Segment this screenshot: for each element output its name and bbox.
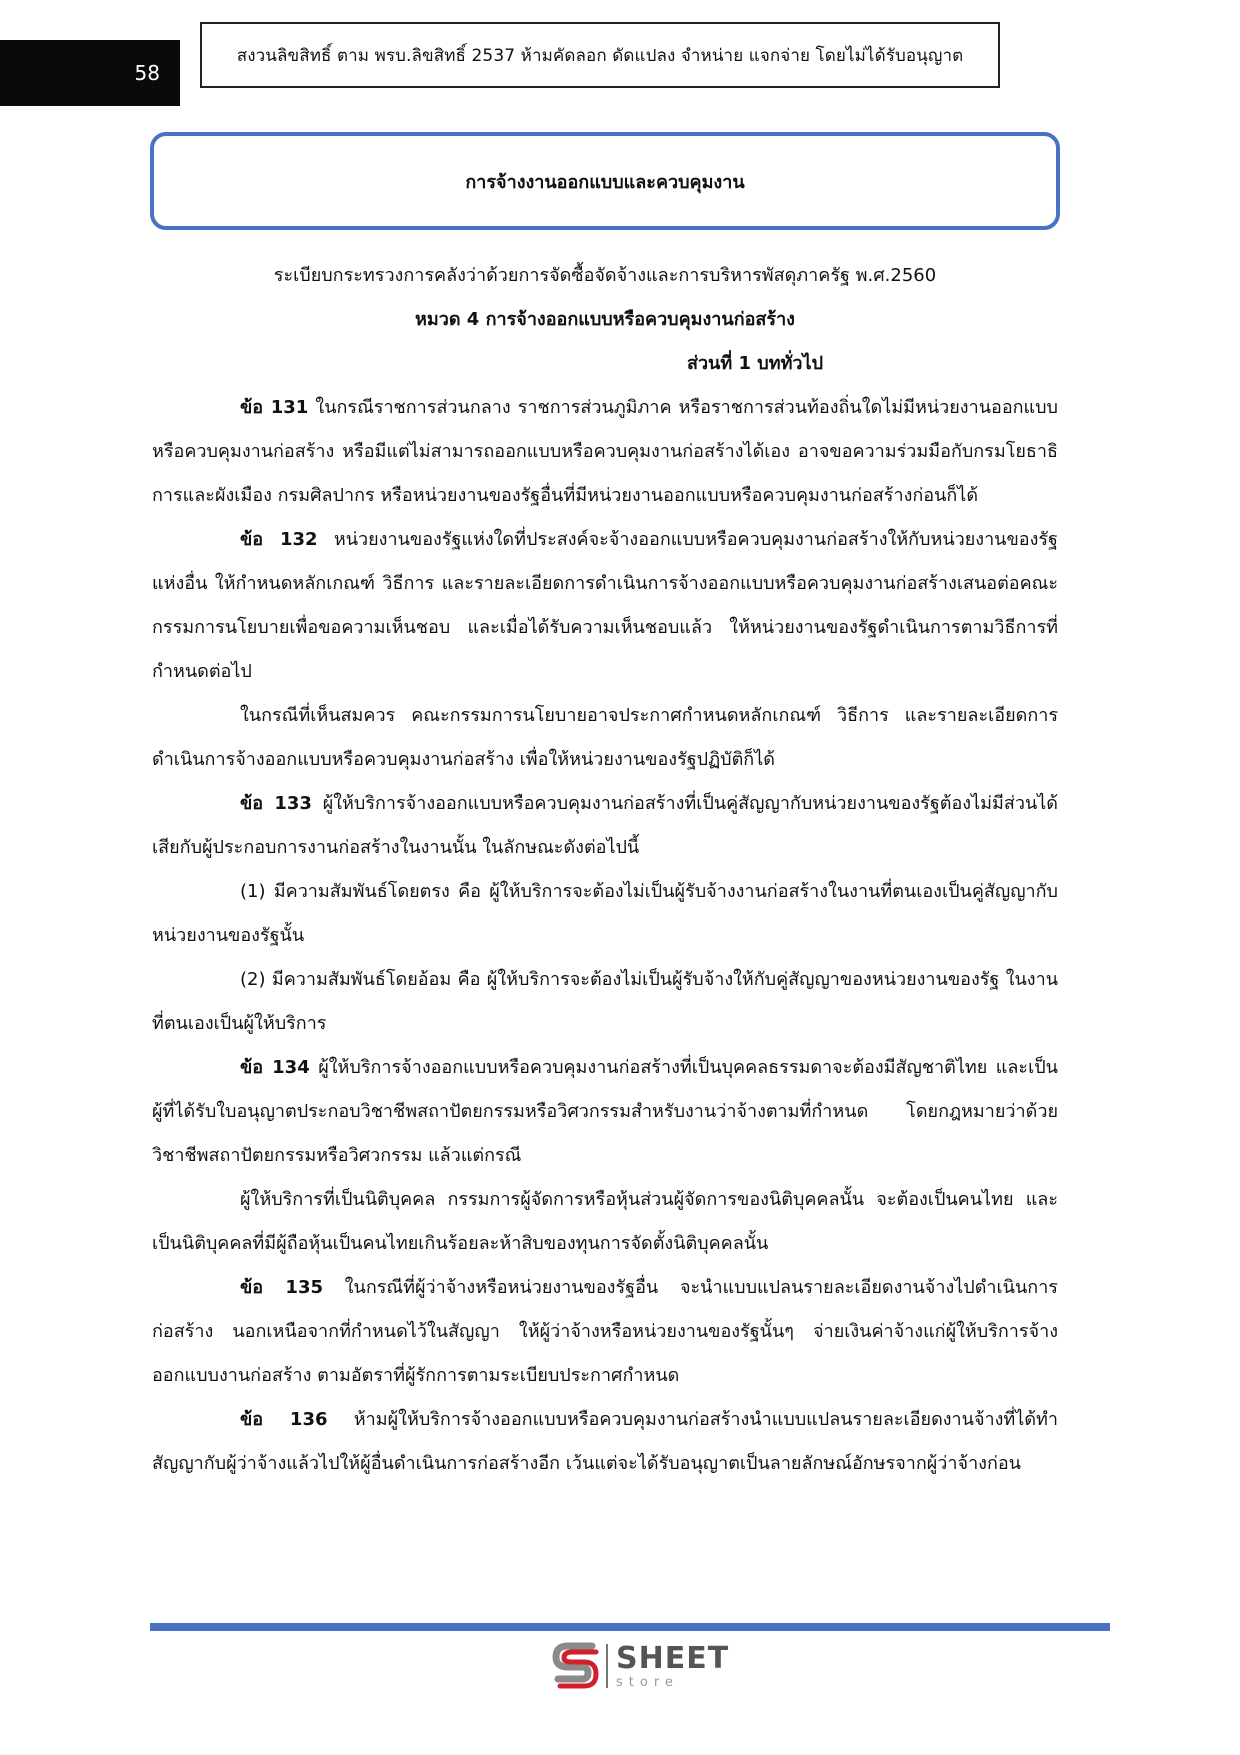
document-body — [152, 254, 1058, 1486]
article-136-text: ห้ามผู้ให้บริการจ้างออกแบบหรือควบคุมงานก่อสร้างนำแบบแปลนรายละเอียดงานจ้างที่ได้ทำสัญญากับผู้ว่าจ้างแล้วไปให้ผู้อื่นดำเนินการก่อสร้างอีก เว้นแต่จะได้รับอนุญาตเป็นลายลักษณ์อักษรจากผู้ว่าจ้างก่อน — [152, 1409, 1058, 1474]
sheet-store-logo — [552, 1638, 729, 1694]
page-number-text: 58 — [134, 61, 160, 85]
article-135-text: ในกรณีที่ผู้ว่าจ้างหรือหน่วยงานของรัฐอื่น จะนำแบบแปลนรายละเอียดงานจ้างไปดำเนินการก่อสร้าง นอกเหนือจากที่กำหนดไว้ในสัญญา ให้ผู้ว่าจ้างหรือหน่วยงานของรัฐนั้นๆ จ่ายเงินค่าจ้างแก่ผู้ให้บริการจ้างออกแบบงานก่อสร้าง ตามอัตราที่ผู้รักการตามระเบียบประกาศกำหนด — [152, 1277, 1058, 1386]
article-133 — [152, 782, 1058, 870]
article-131-text: ในกรณีราชการส่วนกลาง ราชการส่วนภูมิภาค หรือราชการส่วนท้องถิ่นใดไม่มีหน่วยงานออกแบบ หรือควบคุมงานก่อสร้าง หรือมีแต่ไม่สามารถออกแบบหรือควบคุมงานก่อสร้างได้เอง อาจขอความร่วมมือกับกรมโยธาธิการและผังเมือง กรมศิลปากร หรือหน่วยงานของรัฐอื่นที่มีหน่วยงานออกแบบหรือควบคุมงานก่อสร้างก่อนก็ได้ — [152, 397, 1058, 506]
page-number — [0, 40, 180, 106]
article-134-label: ข้อ 134 — [240, 1057, 310, 1078]
article-134 — [152, 1046, 1058, 1178]
article-136-label: ข้อ 136 — [240, 1409, 328, 1430]
copyright-notice — [200, 22, 1000, 88]
article-133-text: ผู้ให้บริการจ้างออกแบบหรือควบคุมงานก่อสร้างที่เป็นคู่สัญญากับหน่วยงานของรัฐต้องไม่มีส่วนได้เสียกับผู้ประกอบการงานก่อสร้างในงานนั้น ในลักษณะดังต่อไปนี้ — [152, 793, 1058, 858]
article-135 — [152, 1266, 1058, 1398]
article-132-label: ข้อ 132 — [240, 529, 318, 550]
logo-word: SHEET — [616, 1640, 730, 1676]
article-136 — [152, 1398, 1058, 1486]
article-134-text: ผู้ให้บริการจ้างออกแบบหรือควบคุมงานก่อสร้างที่เป็นบุคคลธรรมดาจะต้องมีสัญชาติไทย และเป็นผู้ที่ได้รับใบอนุญาตประกอบวิชาชีพสถาปัตยกรรมหรือวิศวกรรมสำหรับงานว่าจ้างตามที่กำหนด โดยกฎหมายว่าด้วยวิชาชีพสถาปัตยกรรมหรือวิศวกรรม แล้วแต่กรณี — [152, 1057, 1058, 1166]
article-133-item-2: (2) มีความสัมพันธ์โดยอ้อม คือ ผู้ให้บริการจะต้องไม่เป็นผู้รับจ้างให้กับคู่สัญญาของหน่วยงานของรัฐ ในงานที่ตนเองเป็นผู้ให้บริการ — [152, 969, 1058, 1034]
article-133-item-1: (1) มีความสัมพันธ์โดยตรง คือ ผู้ให้บริการจะต้องไม่เป็นผู้รับจ้างงานก่อสร้างในงานที่ตนเองเป็นคู่สัญญากับหน่วยงานของรัฐนั้น — [152, 881, 1058, 946]
article-131 — [152, 386, 1058, 518]
chapter-heading: หมวด 4 การจ้างออกแบบหรือควบคุมงานก่อสร้าง — [415, 309, 795, 330]
article-132-paragraph-2: ในกรณีที่เห็นสมควร คณะกรรมการนโยบายอาจประกาศกำหนดหลักเกณฑ์ วิธีการ และรายละเอียดการดำเนินการจ้างออกแบบหรือควบคุมงานก่อสร้าง เพื่อให้หน่วยงานของรัฐปฏิบัติก็ได้ — [152, 705, 1058, 770]
article-132 — [152, 518, 1058, 694]
section-title-box — [150, 132, 1060, 230]
copyright-text: สงวนลิขสิทธิ์ ตาม พรบ.ลิขสิทธิ์ 2537 ห้ามคัดลอก ดัดแปลง จำหน่าย แจกจ่าย โดยไม่ได้รับอนุญาต — [236, 45, 964, 66]
article-132-text: หน่วยงานของรัฐแห่งใดที่ประสงค์จะจ้างออกแบบหรือควบคุมงานก่อสร้างให้กับหน่วยงานของรัฐแห่งอื่น ให้กำหนดหลักเกณฑ์ วิธีการ และรายละเอียดการดำเนินการจ้างออกแบบหรือควบคุมงานก่อสร้างเสนอต่อคณะกรรมการนโยบายเพื่อขอความเห็นชอบ และเมื่อได้รับความเห็นชอบแล้ว ให้หน่วยงานของรัฐดำเนินการตามวิธีการที่กำหนดต่อไป — [152, 529, 1058, 682]
regulation-name: ระเบียบกระทรวงการคลังว่าด้วยการจัดซื้อจัดจ้างและการบริหารพัสดุภาครัฐ พ.ศ.2560 — [273, 265, 937, 286]
section-title: การจ้างงานออกแบบและควบคุมงาน — [465, 171, 745, 193]
article-134-paragraph-2: ผู้ให้บริการที่เป็นนิติบุคคล กรรมการผู้จัดการหรือหุ้นส่วนผู้จัดการของนิติบุคคลนั้น จะต้องเป็นคนไทย และเป็นนิติบุคคลที่มีผู้ถือหุ้นเป็นคนไทยเกินร้อยละห้าสิบของทุนการจัดตั้งนิติบุคคลนั้น — [152, 1189, 1058, 1254]
footer-divider — [150, 1623, 1110, 1631]
article-133-label: ข้อ 133 — [240, 793, 312, 814]
logo-store: store — [616, 1674, 679, 1690]
logo-text — [616, 1640, 730, 1690]
part-heading: ส่วนที่ 1 บททั่วไป — [686, 353, 824, 374]
article-135-label: ข้อ 135 — [240, 1277, 323, 1298]
logo-divider — [606, 1644, 608, 1688]
article-131-label: ข้อ 131 — [240, 397, 309, 418]
sheet-store-s-icon — [552, 1640, 600, 1692]
